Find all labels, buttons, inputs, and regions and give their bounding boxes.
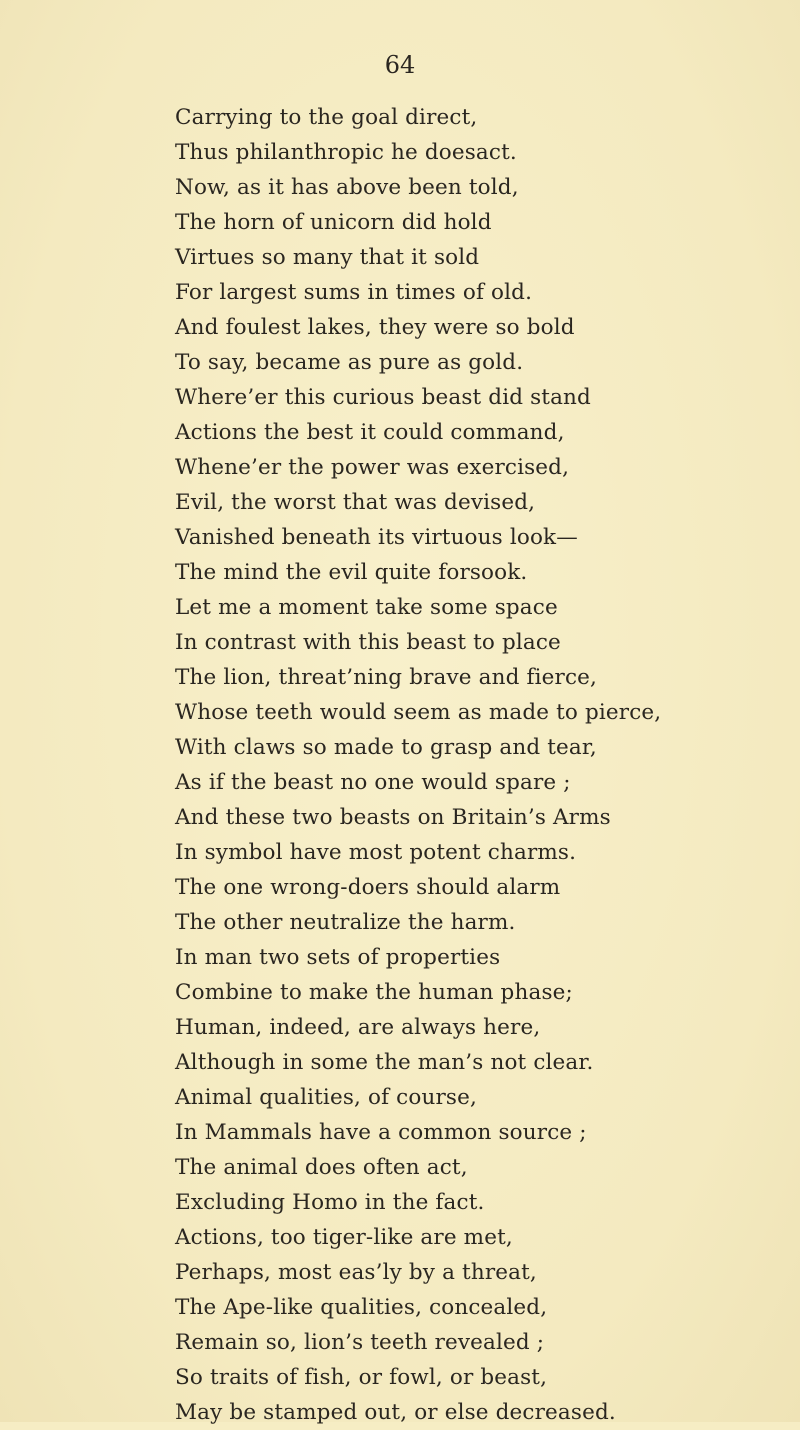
poem-line: Whene’er the power was exercised, (175, 455, 570, 480)
poem-line: In man two sets of properties (175, 945, 501, 970)
poem-line: So traits of fish, or fowl, or beast, (175, 1365, 548, 1390)
poem-line: Evil, the worst that was devised, (175, 490, 536, 515)
poem-line: The one wrong-doers should alarm (175, 875, 561, 900)
poem-line: Actions, too tiger-like are met, (175, 1225, 513, 1250)
poem-line: Vanished beneath its virtuous look— (175, 525, 578, 550)
poem-line: Thus philanthropic he doesact. (175, 140, 517, 165)
poem-line: Animal qualities, of course, (175, 1085, 477, 1110)
poem-line: May be stamped out, or else decreased. (175, 1400, 616, 1425)
poem-line: The Ape-like qualities, concealed, (175, 1295, 548, 1320)
poem-line: To say, became as pure as gold. (175, 350, 524, 375)
poem-line: Carrying to the goal direct, (175, 105, 478, 130)
poem-line: Where’er this curious beast did stand (175, 385, 591, 410)
poem-line: And these two beasts on Britain’s Arms (175, 805, 611, 830)
page-number: 64 (384, 51, 416, 79)
poem-line: The horn of unicorn did hold (175, 210, 492, 235)
poem-line: The animal does often act, (175, 1155, 468, 1180)
poem-text (175, 100, 790, 1430)
poem-line: The other neutralize the harm. (175, 910, 516, 935)
poem-line: Now, as it has above been told, (175, 175, 519, 200)
poem-line: The lion, threat’ning brave and fierce, (175, 665, 598, 690)
poem-line: For largest sums in times of old. (175, 280, 533, 305)
poem-line: Although in some the man’s not clear. (175, 1050, 594, 1075)
poem-line: Excluding Homo in the fact. (175, 1190, 485, 1215)
poem-line: Whose teeth would seem as made to pierce, (175, 700, 662, 725)
poem-line: In symbol have most potent charms. (175, 840, 577, 865)
poem-line: Remain so, lion’s teeth revealed ; (175, 1330, 545, 1355)
poem-line: The mind the evil quite forsook. (175, 560, 528, 585)
poem-line: As if the beast no one would spare ; (175, 770, 571, 795)
poem-line: Combine to make the human phase; (175, 980, 573, 1005)
poem-line: Actions the best it could command, (175, 420, 565, 445)
poem-line: Virtues so many that it sold (175, 245, 480, 270)
poem-line: Let me a moment take some space (175, 595, 558, 620)
poem-line: Human, indeed, are always here, (175, 1015, 541, 1040)
poem-line: With claws so made to grasp and tear, (175, 735, 597, 760)
poem-line: And foulest lakes, they were so bold (175, 315, 575, 340)
poem-line: Perhaps, most eas’ly by a threat, (175, 1260, 537, 1285)
poem-line: In contrast with this beast to place (175, 630, 561, 655)
poem-line: In Mammals have a common source ; (175, 1120, 587, 1145)
